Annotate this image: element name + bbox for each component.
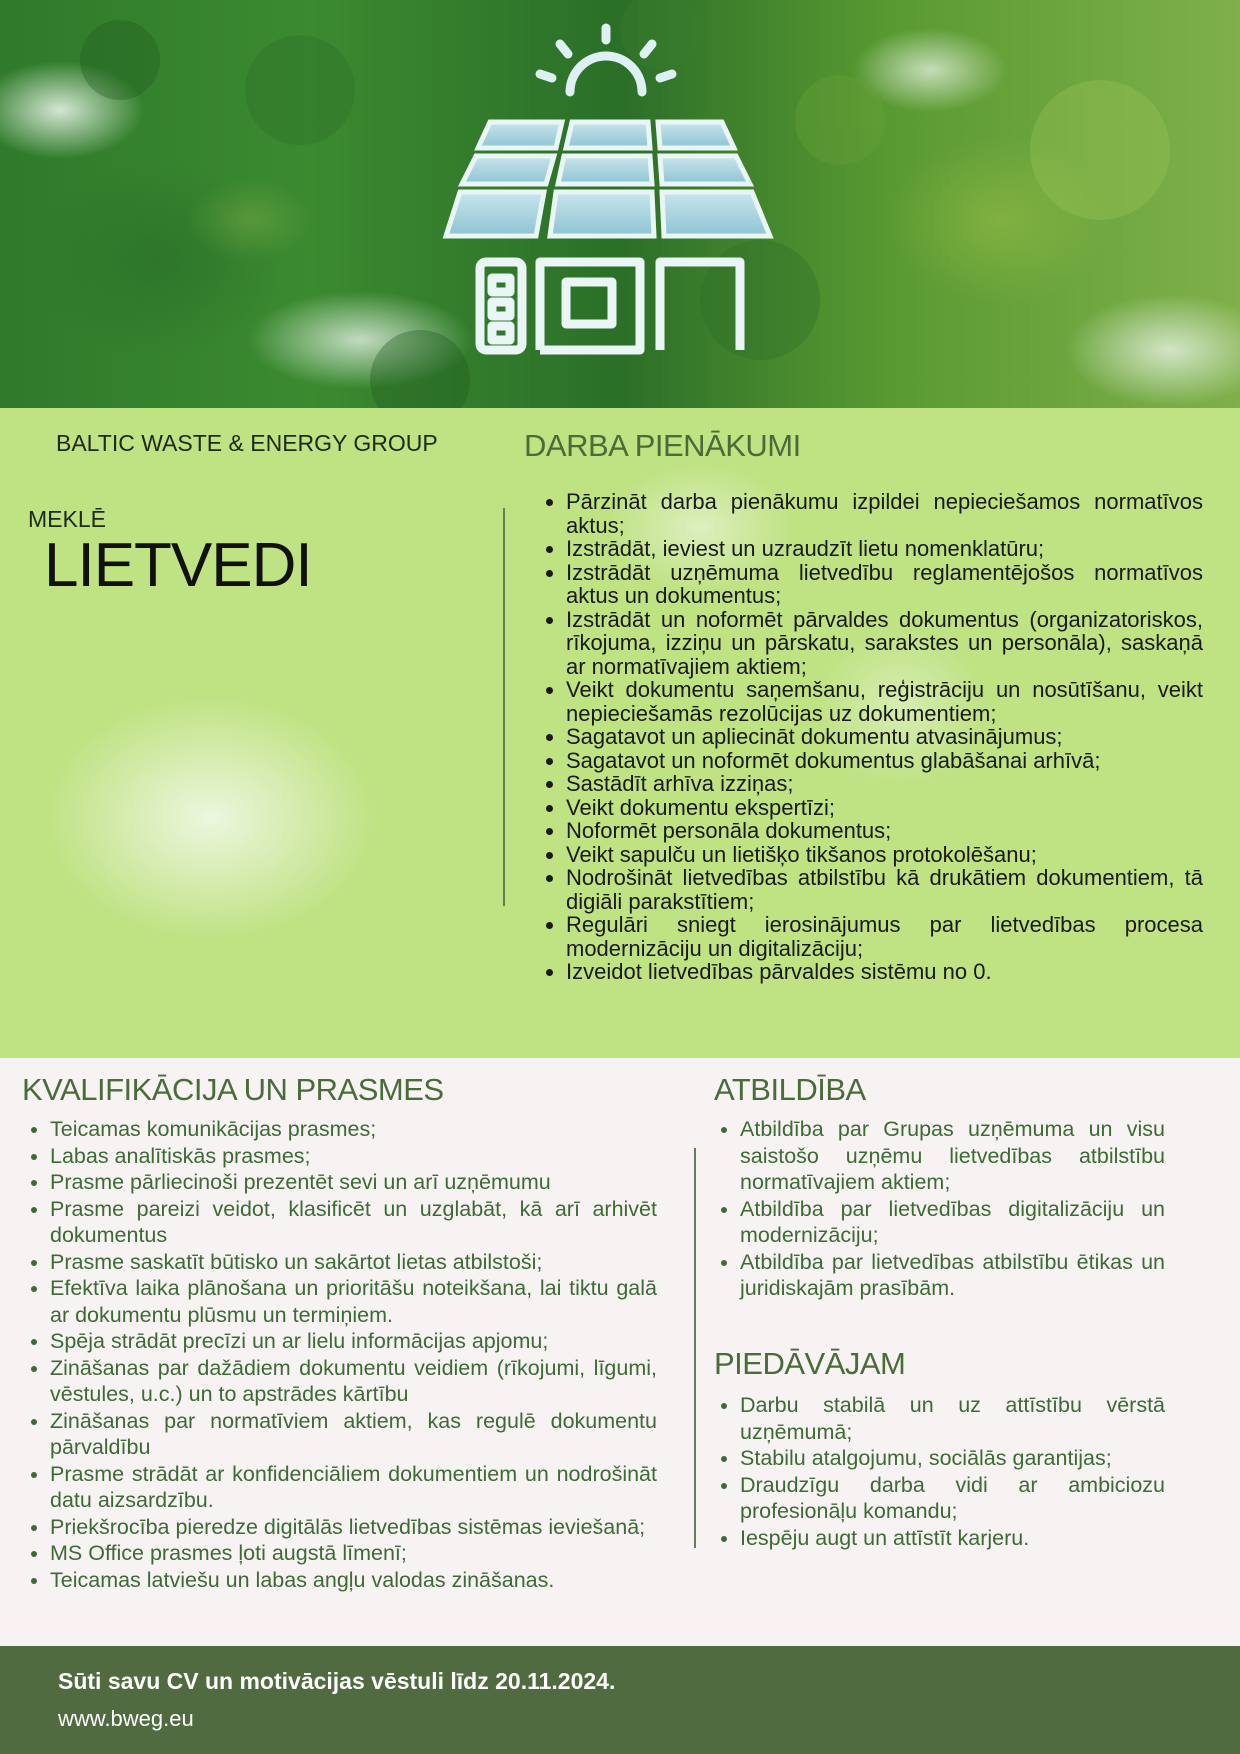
list-item: • Pārzināt darba pienākumu izpildei nepieciešamos normatīvos aktus; [566, 490, 1203, 537]
list-item: • Veikt dokumentu ekspertīzi; [566, 796, 1203, 820]
list-item: • MS Office prasmes ļoti augstā līmenī; [50, 1540, 657, 1567]
position-title: LIETVEDI [44, 531, 312, 600]
responsibility-list [740, 1116, 1165, 1302]
list-item: • Izveidot lietvedības pārvaldes sistēmu no 0. [566, 960, 1203, 984]
list-item: • Izstrādāt un noformēt pārvaldes dokumentus (organizatoriskos, rīkojuma, izziņu un pārskatu, sarakstes un personāla), saskaņā ar normatīvajiem aktiem; [566, 608, 1203, 679]
list-item: • Sagatavot un noformēt dokumentus glabāšanai arhīvā; [566, 749, 1203, 773]
list-item: • Zināšanas par normatīviem aktiem, kas regulē dokumentu pārvaldību [50, 1408, 657, 1461]
list-item: • Zināšanas par dažādiem dokumentu veidiem (rīkojumi, līgumi, vēstules, u.c.) un to apstrādes kārtību [50, 1355, 657, 1408]
company-name: BALTIC WASTE & ENERGY GROUP [56, 430, 438, 456]
list-item: • Spēja strādāt precīzi un ar lielu informācijas apjomu; [50, 1328, 657, 1355]
list-item: • Regulāri sniegt ierosinājumus par lietvedības procesa modernizāciju un digitalizāciju; [566, 913, 1203, 960]
list-item: • Sastādīt arhīva izziņas; [566, 772, 1203, 796]
list-item: • Prasme pārliecinoši prezentēt sevi un arī uzņēmumu [50, 1169, 657, 1196]
duties-list [566, 490, 1203, 984]
divider-line [503, 508, 505, 906]
list-item: • Nodrošināt lietvedības atbilstību kā drukātiem dokumentiem, tā digiāli parakstītiem; [566, 866, 1203, 913]
solar-panel-roof [446, 122, 770, 236]
list-item: • Prasme saskatīt būtisko un sakārtot lietas atbilstoši; [50, 1249, 657, 1276]
list-item: • Darbu stabilā un uz attīstību vērstā uzņēmumā; [740, 1392, 1165, 1445]
list-item: • Prasme strādāt ar konfidenciāliem dokumentiem un nodrošināt datu aizsardzību. [50, 1461, 657, 1514]
qualifications-heading: KVALIFIKĀCIJA UN PRASMES [22, 1072, 444, 1107]
list-item: • Izstrādāt uzņēmuma lietvedību reglamentējošos normatīvos aktus un dokumentus; [566, 561, 1203, 608]
list-item: • Veikt sapulču un lietišķo tikšanos protokolēšanu; [566, 843, 1203, 867]
qualifications-list [50, 1116, 657, 1593]
list-item: • Teicamas komunikācijas prasmes; [50, 1116, 657, 1143]
duties-heading: DARBA PIENĀKUMI [524, 428, 801, 463]
list-item: • Izstrādāt, ieviest un uzraudzīt lietu nomenklatūru; [566, 537, 1203, 561]
list-item: • Atbildība par lietvedības digitalizāciju un modernizāciju; [740, 1196, 1165, 1249]
list-item: • Stabilu atalgojumu, sociālās garantijas; [740, 1445, 1165, 1472]
footer [0, 1646, 1240, 1754]
responsibility-heading: ATBILDĪBA [714, 1072, 866, 1107]
application-call-to-action: Sūti savu CV un motivācijas vēstuli līdz 20.11.2024. [58, 1668, 616, 1694]
website-link[interactable]: www.bweg.eu [58, 1706, 194, 1731]
offer-heading: PIEDĀVĀJAM [714, 1346, 906, 1381]
list-item: • Atbildība par Grupas uzņēmuma un visu saistošo uzņēmu lietvedības atbilstību normatīvajiem aktiem; [740, 1116, 1165, 1196]
list-item: • Labas analītiskās prasmes; [50, 1143, 657, 1170]
list-item: • Teicamas latviešu un labas angļu valodas zināšanas. [50, 1567, 657, 1594]
green-section [0, 408, 1240, 1058]
offer-list [740, 1392, 1165, 1551]
list-item: • Priekšrocība pieredze digitālās lietvedības sistēmas ieviešanā; [50, 1514, 657, 1541]
hero-image [0, 0, 1240, 408]
list-item: • Veikt dokumentu saņemšanu, reģistrāciju un nosūtīšanu, veikt nepieciešamās rezolūcijas uz dokumentiem; [566, 678, 1203, 725]
divider-line [694, 1148, 696, 1548]
list-item: • Sagatavot un apliecināt dokumentu atvasinājumus; [566, 725, 1203, 749]
seeking-label: MEKLĒ [28, 506, 106, 532]
list-item: • Draudzīgu darba vidi ar ambiciozu profesionāļu komandu; [740, 1472, 1165, 1525]
list-item: • Prasme pareizi veidot, klasificēt un uzglabāt, kā arī arhivēt dokumentus [50, 1196, 657, 1249]
list-item: • Efektīva laika plānošana un prioritāšu noteikšana, lai tiktu galā ar dokumentu plūsmu un termiņiem. [50, 1275, 657, 1328]
list-item: • Atbildība par lietvedības atbilstību ētikas un juridiskajām prasībām. [740, 1249, 1165, 1302]
lower-section [0, 1058, 1240, 1646]
eco-house-illustration [0, 0, 1240, 408]
list-item: • Iespēju augt un attīstīt karjeru. [740, 1525, 1165, 1552]
list-item: • Noformēt personāla dokumentus; [566, 819, 1203, 843]
